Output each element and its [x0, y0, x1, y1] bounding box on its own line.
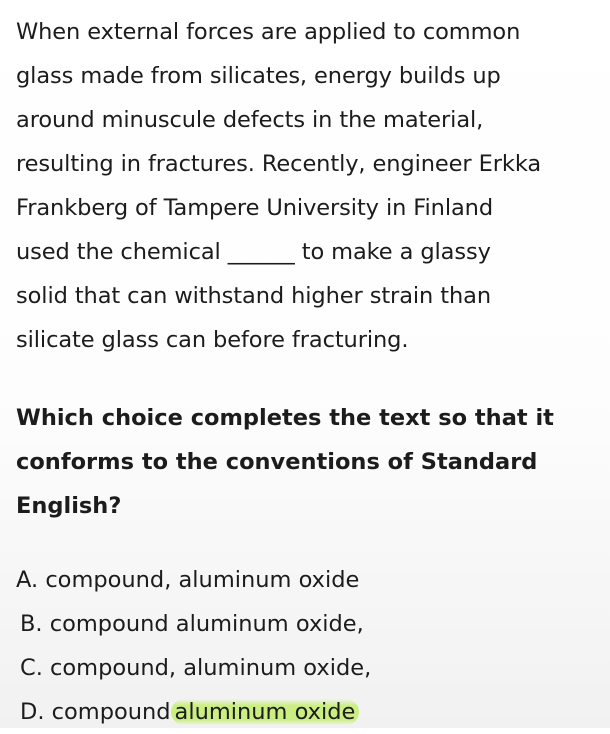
choice-text: compound [51, 699, 171, 725]
choice-letter: C. [20, 655, 43, 681]
passage [16, 10, 601, 362]
blank: ______ [227, 239, 295, 265]
choice-letter: D. [20, 699, 45, 725]
passage-line: Frankberg of Tampere University in Finland [16, 195, 494, 221]
question-line: English? [16, 493, 122, 519]
choice-d[interactable] [16, 690, 601, 734]
choice-b[interactable] [16, 602, 601, 646]
passage-line-start: used the chemical [16, 239, 221, 265]
choice-text: compound, aluminum oxide [45, 567, 360, 593]
question-line: conforms to the conventions of Standard [16, 449, 538, 475]
choice-letter: B. [20, 611, 43, 637]
passage-line: silicate glass can before fracturing. [16, 327, 409, 353]
question-prompt [16, 396, 601, 528]
passage-line: around minuscule defects in the material, [16, 107, 484, 133]
sat-question [16, 10, 601, 734]
passage-line: resulting in fractures. Recently, engineer Erkka [16, 151, 542, 177]
choice-text: compound, aluminum oxide, [50, 655, 372, 681]
passage-line-end: to make a glassy [301, 239, 491, 265]
choice-a[interactable] [16, 558, 601, 602]
highlighted-text: aluminum oxide [171, 699, 360, 725]
choice-c[interactable] [16, 646, 601, 690]
passage-line: When external forces are applied to common [16, 19, 521, 45]
question-line: Which choice completes the text so that it [16, 405, 554, 431]
passage-line: glass made from silicates, energy builds up [16, 63, 501, 89]
choice-letter: A. [16, 567, 39, 593]
passage-line-with-blank [16, 230, 601, 274]
passage-line: solid that can withstand higher strain than [16, 283, 491, 309]
choice-text: compound aluminum oxide, [49, 611, 364, 637]
answer-choices [16, 558, 601, 734]
